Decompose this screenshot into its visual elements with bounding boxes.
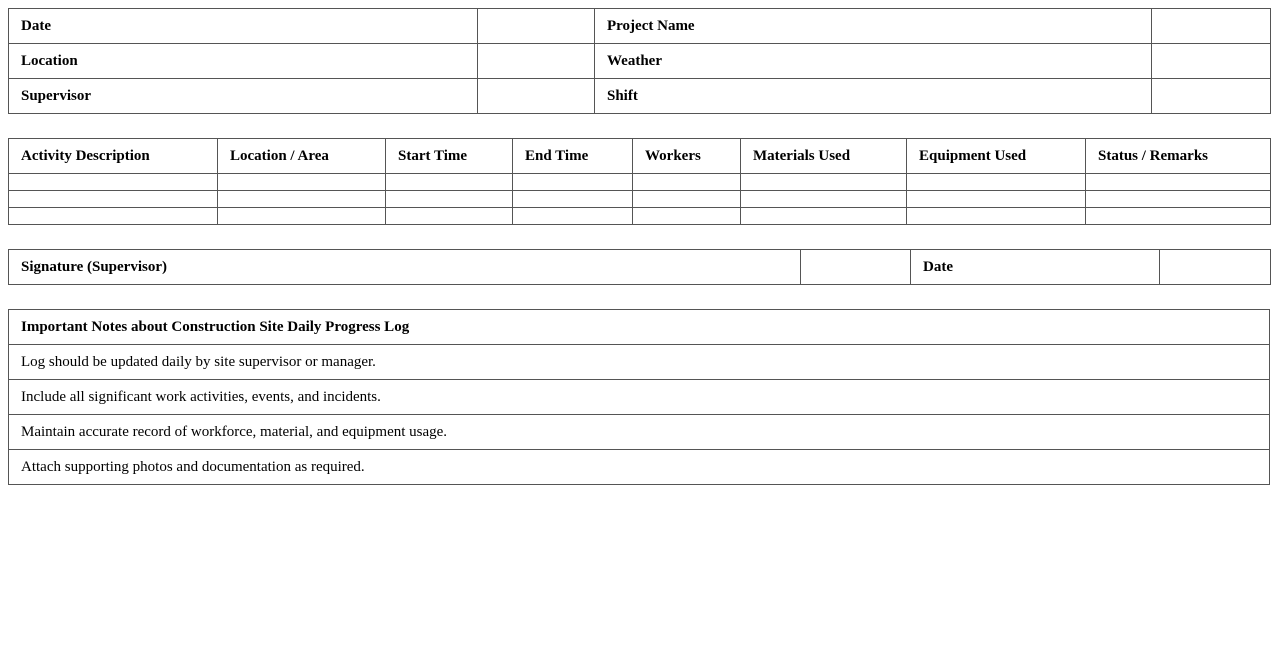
project-name-value-cell[interactable] <box>1152 9 1271 44</box>
list-item <box>9 380 1270 415</box>
equipment-used-header: Equipment Used <box>907 139 1086 174</box>
activity-header-row <box>9 139 1271 174</box>
table-cell[interactable] <box>386 191 513 208</box>
list-item <box>9 450 1270 485</box>
table-cell[interactable] <box>741 174 907 191</box>
table-cell[interactable] <box>386 208 513 225</box>
shift-label: Shift <box>595 79 1152 114</box>
table-cell[interactable] <box>741 208 907 225</box>
notes-title-row <box>9 310 1270 345</box>
list-item <box>9 345 1270 380</box>
table-cell[interactable] <box>9 208 218 225</box>
info-row-supervisor <box>9 79 1271 114</box>
table-cell[interactable] <box>633 208 741 225</box>
signature-supervisor-label: Signature (Supervisor) <box>9 250 801 285</box>
list-item <box>9 415 1270 450</box>
signature-date-value-cell[interactable] <box>1160 250 1271 285</box>
table-cell[interactable] <box>218 191 386 208</box>
start-time-header: Start Time <box>386 139 513 174</box>
signature-value-cell[interactable] <box>801 250 911 285</box>
location-area-header: Location / Area <box>218 139 386 174</box>
table-cell[interactable] <box>386 174 513 191</box>
activity-table <box>8 138 1271 225</box>
info-row-date <box>9 9 1271 44</box>
table-cell[interactable] <box>907 174 1086 191</box>
table-cell[interactable] <box>218 174 386 191</box>
signature-date-label: Date <box>911 250 1160 285</box>
table-cell[interactable] <box>907 208 1086 225</box>
weather-value-cell[interactable] <box>1152 44 1271 79</box>
shift-value-cell[interactable] <box>1152 79 1271 114</box>
table-cell[interactable] <box>513 208 633 225</box>
table-cell[interactable] <box>633 174 741 191</box>
signature-table <box>8 249 1271 285</box>
notes-table <box>8 309 1270 485</box>
table-cell[interactable] <box>218 208 386 225</box>
table-cell[interactable] <box>513 174 633 191</box>
activity-description-header: Activity Description <box>9 139 218 174</box>
signature-row <box>9 250 1271 285</box>
notes-title: Important Notes about Construction Site Daily Progress Log <box>9 310 1270 345</box>
table-row <box>9 174 1271 191</box>
project-name-label: Project Name <box>595 9 1152 44</box>
info-row-location <box>9 44 1271 79</box>
workers-header: Workers <box>633 139 741 174</box>
date-value-cell[interactable] <box>478 9 595 44</box>
table-row <box>9 191 1271 208</box>
weather-label: Weather <box>595 44 1152 79</box>
table-row <box>9 208 1271 225</box>
info-table <box>8 8 1271 114</box>
table-cell[interactable] <box>1086 174 1271 191</box>
table-cell[interactable] <box>741 191 907 208</box>
status-remarks-header: Status / Remarks <box>1086 139 1271 174</box>
date-label: Date <box>9 9 478 44</box>
table-cell[interactable] <box>633 191 741 208</box>
materials-used-header: Materials Used <box>741 139 907 174</box>
table-cell[interactable] <box>907 191 1086 208</box>
supervisor-label: Supervisor <box>9 79 478 114</box>
end-time-header: End Time <box>513 139 633 174</box>
table-cell[interactable] <box>9 191 218 208</box>
note-text: Attach supporting photos and documentation as required. <box>9 450 1270 485</box>
location-value-cell[interactable] <box>478 44 595 79</box>
supervisor-value-cell[interactable] <box>478 79 595 114</box>
note-text: Maintain accurate record of workforce, material, and equipment usage. <box>9 415 1270 450</box>
table-cell[interactable] <box>1086 208 1271 225</box>
note-text: Log should be updated daily by site supervisor or manager. <box>9 345 1270 380</box>
location-label: Location <box>9 44 478 79</box>
table-cell[interactable] <box>513 191 633 208</box>
table-cell[interactable] <box>1086 191 1271 208</box>
table-cell[interactable] <box>9 174 218 191</box>
note-text: Include all significant work activities, events, and incidents. <box>9 380 1270 415</box>
